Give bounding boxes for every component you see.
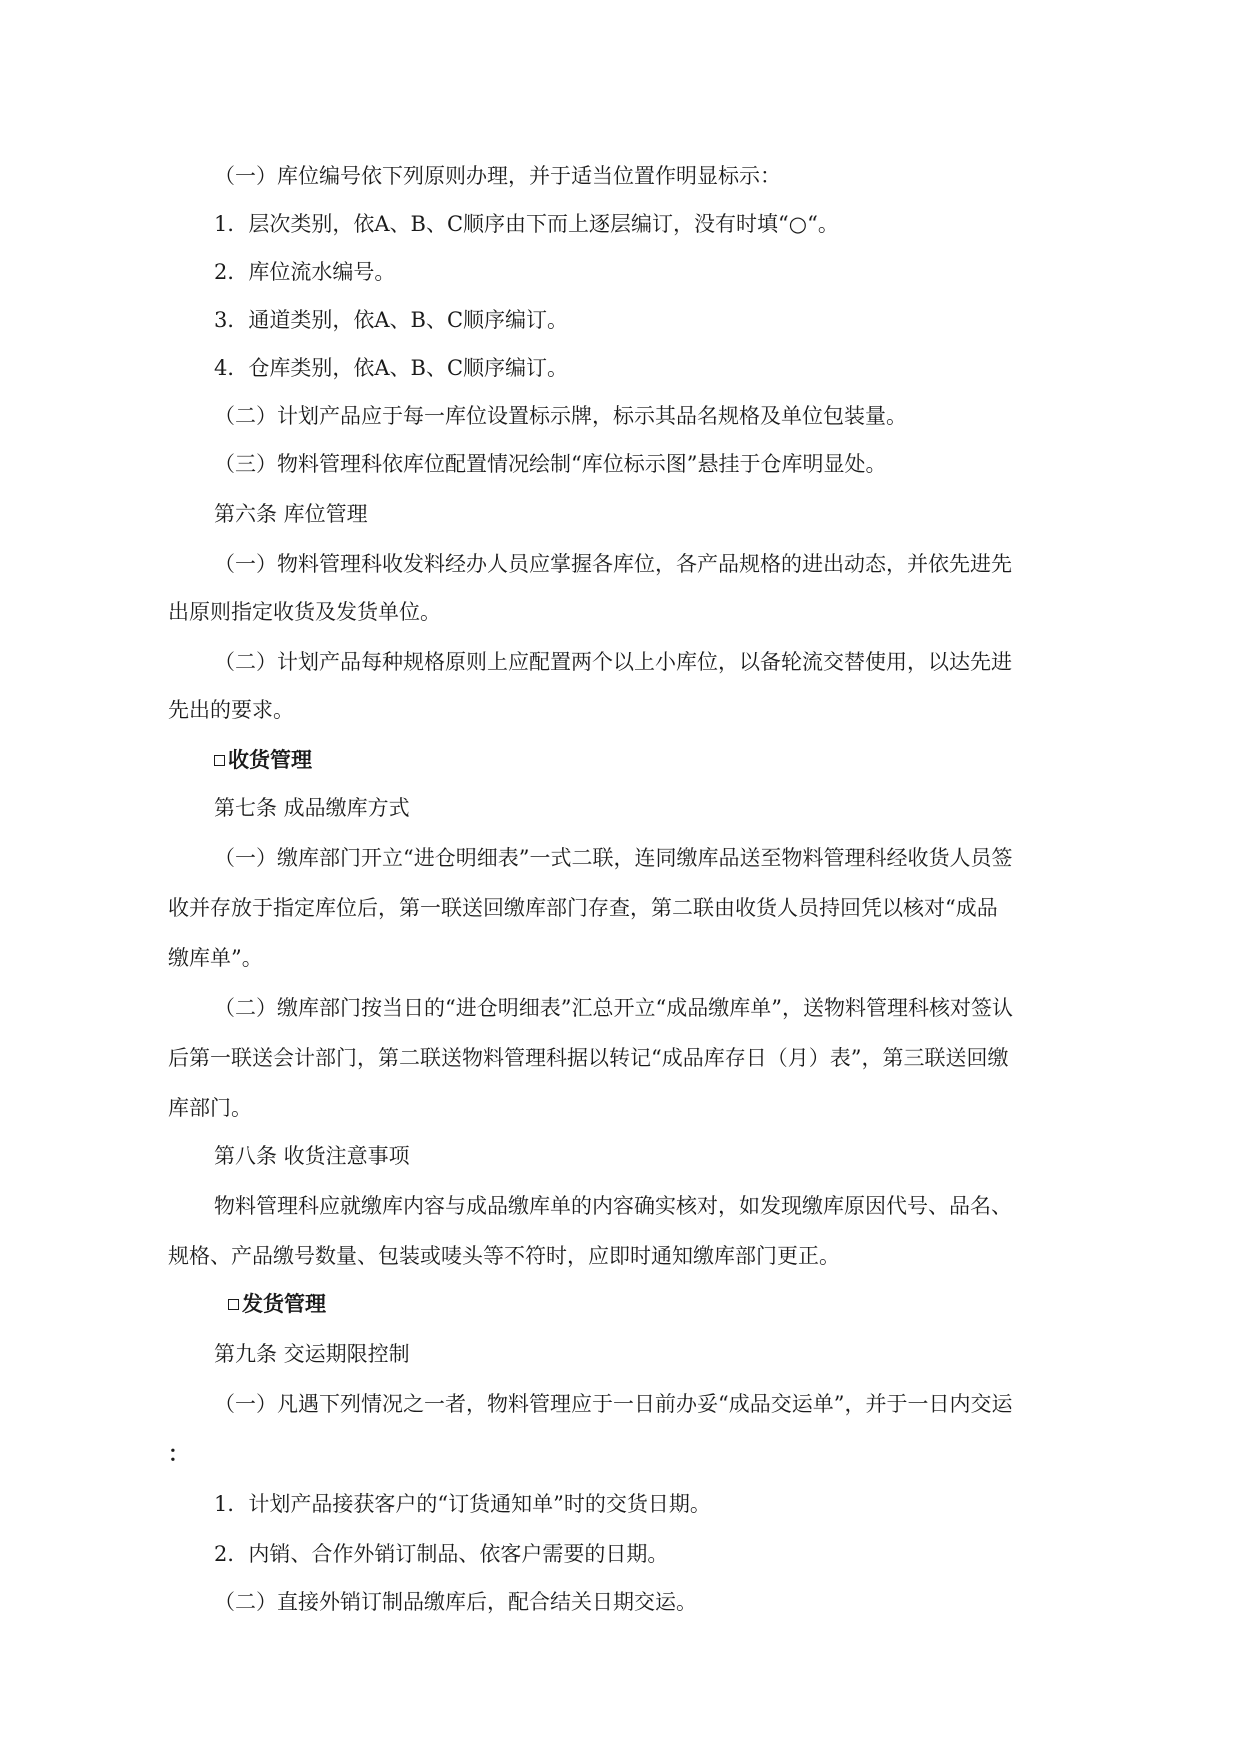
article-heading: 第九条 交运期限控制 (214, 1342, 410, 1366)
list-item: 2．内销、合作外销订制品、依客户需要的日期。 (214, 1542, 669, 1566)
paragraph-continuation: 后第一联送会计部门，第二联送物料管理科据以转记“成品库存日（月）表”，第三联送回缴 (168, 1046, 1009, 1070)
article-heading: 第七条 成品缴库方式 (214, 796, 410, 820)
paragraph: （三）物料管理科依库位配置情况绘制“库位标示图”悬挂于仓库明显处。 (214, 452, 887, 476)
article-heading: 第六条 库位管理 (214, 502, 368, 526)
paragraph: （一）物料管理科收发料经办人员应掌握各库位，各产品规格的进出动态，并依先进先 (214, 552, 1012, 576)
list-item: 1．计划产品接获客户的“订货通知单”时的交货日期。 (214, 1492, 711, 1516)
paragraph-continuation: 库部门。 (168, 1096, 252, 1120)
paragraph-continuation: ： (168, 1441, 189, 1466)
paragraph: 物料管理科应就缴库内容与成品缴库单的内容确实核对，如发现缴库原因代号、品名、 (214, 1194, 1012, 1218)
paragraph: （一）凡遇下列情况之一者，物料管理应于一日前办妥“成品交运单”，并于一日内交运 (214, 1392, 1013, 1416)
paragraph: （二）计划产品每种规格原则上应配置两个以上小库位，以备轮流交替使用，以达先进 (214, 650, 1012, 674)
list-item: 2．库位流水编号。 (214, 260, 396, 284)
paragraph-continuation: 出原则指定收货及发货单位。 (168, 600, 441, 624)
article-heading: 第八条 收货注意事项 (214, 1144, 410, 1168)
paragraph-continuation: 规格、产品缴号数量、包装或唛头等不符时，应即时通知缴库部门更正。 (168, 1244, 840, 1268)
paragraph: （一）库位编号依下列原则办理，并于适当位置作明显标示： (214, 164, 781, 188)
section-heading-label: 收货管理 (228, 748, 312, 772)
list-item: 4．仓库类别，依A、B、C顺序编订。 (214, 356, 569, 380)
section-heading (228, 1290, 326, 1318)
list-item: 3．通道类别，依A、B、C顺序编订。 (214, 308, 569, 332)
paragraph-continuation: 先出的要求。 (168, 698, 294, 722)
paragraph-continuation: 缴库单”。 (168, 946, 263, 970)
section-heading (214, 746, 312, 774)
paragraph: （一）缴库部门开立“进仓明细表”一式二联，连同缴库品送至物料管理科经收货人员签 (214, 846, 1013, 870)
paragraph: （二）缴库部门按当日的“进仓明细表”汇总开立“成品缴库单”，送物料管理科核对签认 (214, 996, 1013, 1020)
paragraph: （二）直接外销订制品缴库后，配合结关日期交运。 (214, 1590, 697, 1614)
checkbox-square-icon (228, 1299, 239, 1310)
paragraph: （二）计划产品应于每一库位设置标示牌，标示其品名规格及单位包装量。 (214, 404, 907, 428)
section-heading-label: 发货管理 (242, 1292, 326, 1316)
checkbox-square-icon (214, 755, 225, 766)
list-item: 1．层次类别，依A、B、C顺序由下而上逐层编订，没有时填“○“。 (214, 212, 839, 236)
paragraph-continuation: 收并存放于指定库位后，第一联送回缴库部门存查，第二联由收货人员持回凭以核对“成品 (168, 896, 998, 920)
